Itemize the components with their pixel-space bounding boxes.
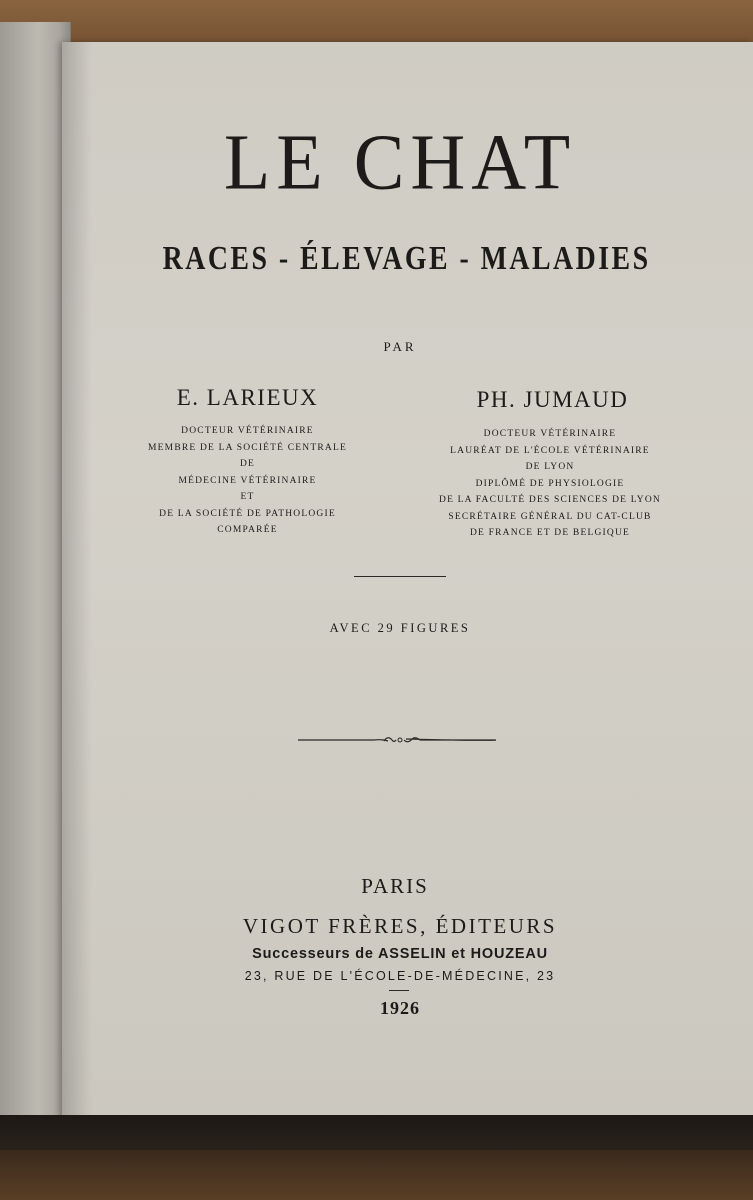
author-1-name: E. LARIEUX	[176, 385, 319, 410]
author-1-credential: DOCTEUR VÉTÉRINAIRE	[181, 426, 314, 436]
wooden-table-bottom	[0, 1150, 753, 1200]
author-1-credential: DE	[239, 459, 256, 469]
author-1-credentials	[115, 423, 380, 539]
author-2-credential: SECRÉTAIRE GÉNÉRAL DU CAT-CLUB	[448, 511, 652, 522]
author-1-credential: MEMBRE DE LA SOCIÉTÉ CENTRALE	[148, 442, 347, 453]
author-1-credential: DE LA SOCIÉTÉ DE PATHOLOGIE	[159, 508, 336, 519]
figures-note: AVEC 29 FIGURES	[329, 621, 471, 635]
author-2-credential: DOCTEUR VÉTÉRINAIRE	[483, 429, 617, 439]
author-2-credential: LAURÉAT DE L'ÉCOLE VÉTÉRINAIRE	[450, 445, 650, 456]
by-label: PAR	[383, 339, 417, 354]
author-2-credential: DIPLÔMÉ DE PHYSIOLOGIE	[475, 478, 625, 489]
book-title: LE CHAT	[223, 117, 577, 207]
book-subtitle: RACES - ÉLEVAGE - MALADIES	[162, 240, 651, 277]
section-rule	[354, 576, 446, 577]
author-2-credential: DE LYON	[525, 462, 575, 472]
author-2-credential: DE FRANCE ET DE BELGIQUE	[469, 528, 631, 538]
publisher-address: 23, RUE DE L'ÉCOLE-DE-MÉDECINE, 23	[244, 969, 556, 983]
author-1-credential: COMPARÉE	[217, 525, 278, 535]
publisher-successors: Successeurs de ASSELIN et HOUZEAU	[252, 946, 548, 962]
author-2-credential: DE LA FACULTÉ DES SCIENCES DE LYON	[439, 495, 661, 505]
spine-shadow	[62, 42, 92, 1122]
author-1-credential: MÉDECINE VÉTÉRINAIRE	[178, 475, 317, 486]
binding-reflection-text	[270, 1128, 690, 1146]
year-dash	[389, 990, 409, 991]
author-2-credentials	[405, 426, 695, 542]
author-1-credential: ET	[240, 492, 255, 502]
author-2-name: PH. JUMAUD	[476, 387, 629, 412]
publisher-name: VIGOT FRÈRES, ÉDITEURS	[242, 914, 558, 938]
publication-city: PARIS	[361, 874, 429, 898]
ornament-divider	[296, 730, 498, 750]
facing-page-edge	[0, 22, 71, 1122]
publication-year: 1926	[380, 998, 420, 1018]
